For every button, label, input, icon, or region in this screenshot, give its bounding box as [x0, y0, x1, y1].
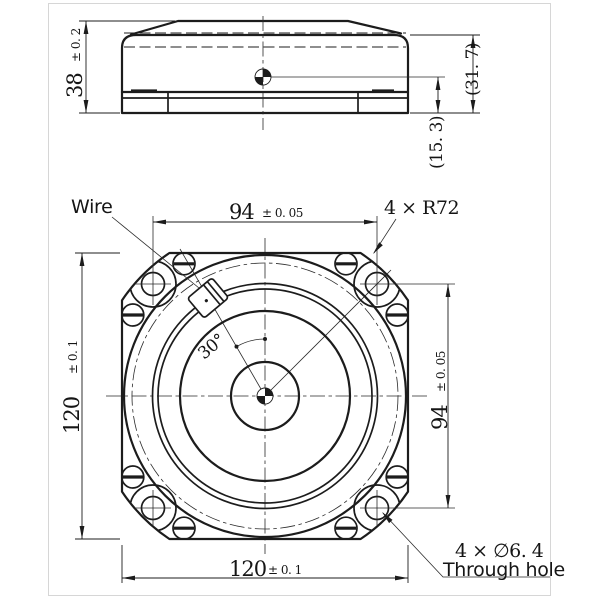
screw-head	[173, 517, 195, 539]
dim-120-bottom-value: 120	[229, 557, 267, 581]
wire-label: Wire	[71, 196, 113, 218]
body-outline	[122, 35, 408, 92]
dim-15-3-value: (15. 3)	[427, 115, 447, 169]
label-through-hole-group	[382, 512, 565, 581]
dim-38-tolerance: ± 0. 2	[69, 28, 83, 62]
angle-30-label: 30°	[194, 330, 230, 364]
dim-94-top-tolerance: ± 0. 05	[262, 206, 303, 220]
dimension-94-right	[428, 284, 452, 508]
screw-edge-right	[372, 89, 394, 92]
screw-head	[335, 253, 357, 275]
side-view	[63, 16, 483, 169]
screw-edge-left	[131, 89, 157, 92]
screw-head	[122, 466, 144, 488]
diagonal-centerline	[265, 270, 391, 396]
screw-head	[335, 517, 357, 539]
dim-38-value: 38	[63, 73, 87, 98]
front-view	[60, 196, 565, 583]
screw-head	[386, 304, 408, 326]
center-mark	[255, 69, 271, 85]
dimension-31-7	[410, 35, 483, 113]
corner-radius-label: 4 × R72	[384, 197, 460, 219]
dim-31-7-value: (31. 7)	[463, 42, 483, 96]
through-hole-label-line2: Through hole	[443, 559, 565, 581]
center-mark-front	[257, 388, 273, 404]
flange-outline	[122, 92, 408, 113]
through-hole-label-line1: 4 × ∅6. 4	[455, 540, 544, 562]
dim-120-left-tolerance: ± 0. 1	[66, 340, 80, 374]
label-corner-radius-group	[373, 197, 459, 254]
screw-head	[386, 466, 408, 488]
dim-94-top-value: 94	[229, 200, 254, 224]
dimension-15-3	[427, 77, 447, 169]
screw-head	[122, 304, 144, 326]
dim-120-left-value: 120	[60, 396, 84, 434]
dim-94-right-tolerance: ± 0. 05	[434, 351, 448, 392]
dim-94-right-value: 94	[428, 405, 452, 430]
dim-120-bottom-tolerance: ± 0. 1	[268, 563, 302, 577]
dimension-94-top	[153, 200, 377, 224]
cone-bulge	[131, 21, 401, 35]
